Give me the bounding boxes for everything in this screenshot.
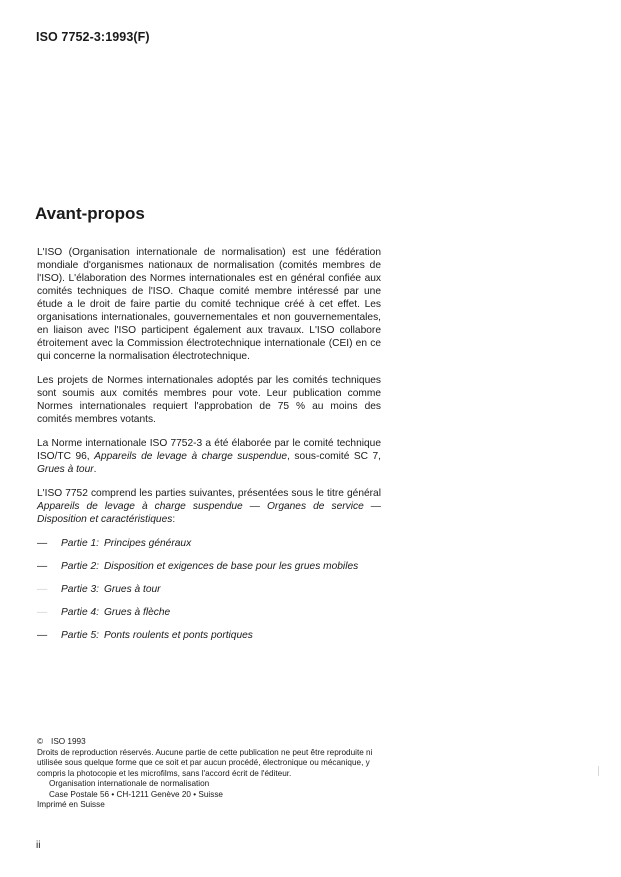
parts-list — [37, 537, 381, 652]
list-item — [37, 606, 381, 629]
dash-bullet: — — [37, 607, 48, 618]
standard-reference-header: ISO 7752-3:1993(F) — [36, 30, 150, 44]
paragraph-voting: Les projets de Normes internationales adoptés par les comités techniques sont soumis aux comités membres pour vote. Leur publication comme Normes internationales requiert l'approbation de 75 % au moins des comités membres votants. — [37, 375, 381, 425]
part-label: Partie 3: — [61, 584, 99, 595]
copyright-rights: Droits de reproduction réservés. Aucune partie de cette publication ne peut être reproduite ni utilisée sous quelque forme que ce soit et par aucun procédé, électronique ou mécanique, y compris la photocopie et les microfilms, sans l'accord écrit de l'éditeur. — [37, 747, 373, 778]
part-title: Ponts roulents et ponts portiques — [103, 630, 253, 641]
list-item — [37, 560, 381, 583]
part-title: Principes généraux — [103, 538, 192, 549]
paragraph-parts-intro: L'ISO 7752 comprend les parties suivantes, présentées sous le titre général Appareils de levage à charge suspendue — Organes de service — Disposition et caractéristiques: — [37, 488, 381, 525]
section-title: Avant-propos — [35, 204, 145, 223]
part-label: Partie 1: — [61, 538, 99, 549]
dash-bullet: — — [37, 630, 48, 641]
part-label: Partie 2: — [61, 561, 99, 572]
paragraph-iso-intro: L'ISO (Organisation internationale de normalisation) est une fédération mondiale d'organismes nationaux de normalisation (comités membres de l'ISO). L'élaboration des Normes internationales est en général confiée aux comités techniques de l'ISO. Chaque comité membre intéressé par une étude a le droit de faire partie du comité technique créé à cet effet. Les organisations internationales, gouvernementales et non gouvernementales, en liaison avec l'ISO participent également aux travaux. L'ISO collabore étroitement avec la Commission électrotechnique internationale (CEI) en ce qui concerne la normalisation électrotechnique. — [37, 247, 381, 362]
scan-artifact-mark — [598, 766, 599, 776]
dash-bullet: — — [37, 538, 48, 549]
part-label: Partie 5: — [61, 630, 99, 641]
list-item — [37, 583, 381, 606]
foreword-body — [37, 246, 381, 652]
list-item — [37, 629, 381, 652]
page-number: ii — [36, 840, 41, 851]
part-label: Partie 4: — [61, 607, 99, 618]
part-title: Grues à flèche — [103, 607, 171, 618]
paragraph-committee: La Norme internationale ISO 7752-3 a été élaborée par le comité technique ISO/TC 96, Appareils de levage à charge suspendue, sous-comité SC 7, Grues à tour. — [37, 438, 381, 475]
copyright-block — [37, 737, 397, 811]
part-title: Grues à tour — [103, 584, 161, 595]
copyright-address: Case Postale 56 • CH-1211 Genève 20 • Suisse — [49, 789, 223, 799]
part-title: Disposition et exigences de base pour les grues mobiles — [103, 561, 359, 572]
dash-bullet: — — [37, 561, 48, 572]
copyright-symbol: © — [37, 737, 44, 746]
dash-bullet: — — [37, 584, 48, 595]
copyright-organisation: Organisation internationale de normalisation — [49, 779, 210, 788]
copyright-line: © ISO 1993 — [37, 737, 86, 746]
list-item — [37, 537, 381, 560]
printed-in: Imprimé en Suisse — [37, 800, 105, 809]
